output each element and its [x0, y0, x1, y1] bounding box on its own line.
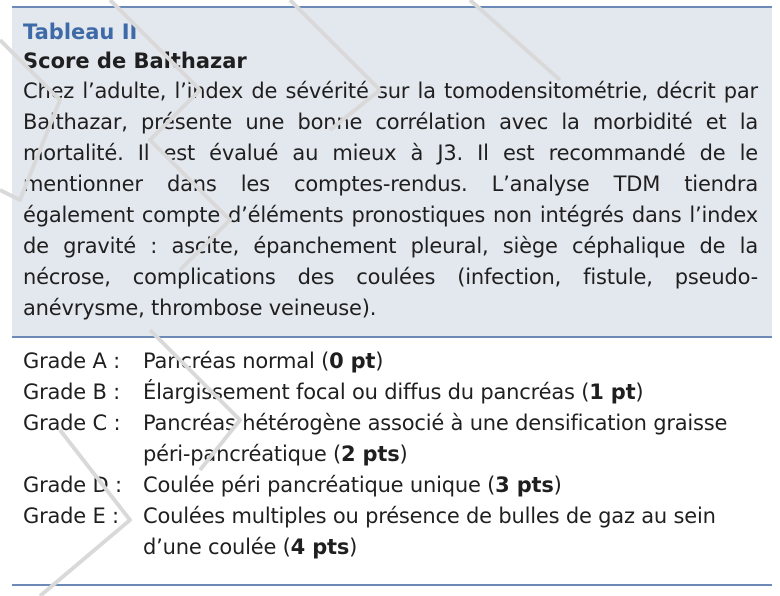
grade-description: Pancréas hétérogène associé à une densification graisse péri-pancréatique (2 pts): [143, 411, 728, 466]
balthazar-table: [12, 6, 772, 586]
table-header: [12, 8, 772, 338]
grade-row-a: [23, 346, 772, 377]
grade-points: 3 pts: [495, 473, 554, 497]
grade-description: Pancréas normal (0 pt): [143, 349, 384, 373]
grade-row-b: [23, 377, 772, 408]
grade-points: 2 pts: [341, 442, 400, 466]
grade-row-d: [23, 470, 772, 501]
grade-label: Grade A :: [23, 349, 127, 373]
table-title: Score de Balthazar: [23, 49, 247, 73]
grades-list: [12, 338, 772, 563]
grade-points: 0 pt: [329, 349, 376, 373]
grade-row-e: [23, 501, 772, 563]
grade-label: Grade C :: [23, 411, 127, 435]
grade-label: Grade D :: [23, 473, 129, 497]
table-label: Tableau II: [23, 20, 138, 44]
grade-description: Coulées multiples ou présence de bulles de gaz au sein d’une coulée (4 pts): [143, 504, 716, 559]
table-description: Chez l’adulte, l’index de sévérité sur la tomodensitométrie, décrit par Balthazar, présente une bonne corrélation avec la morbidité et la mortalité. Il est évalué au mieux à J3. Il est recommandé de le mentionner dans les comptes-rendus. L’analyse TDM tiendra également compte d’éléments pronostiques non intégrés dans l’index de gravité : ascite, épanchement pleural, siège céphalique de la nécrose, complications des coulées (infection, fistule, pseudo-anévrysme, thrombose veineuse).: [23, 79, 758, 320]
grade-points: 1 pt: [589, 380, 636, 404]
grade-description: Coulée péri pancréatique unique (3 pts): [143, 473, 562, 497]
grade-points: 4 pts: [290, 535, 350, 559]
grade-label: Grade E :: [23, 504, 126, 528]
grade-description: Élargissement focal ou diffus du pancréas (1 pt): [143, 380, 644, 404]
grade-row-c: [23, 408, 772, 470]
grade-label: Grade B :: [23, 380, 127, 404]
